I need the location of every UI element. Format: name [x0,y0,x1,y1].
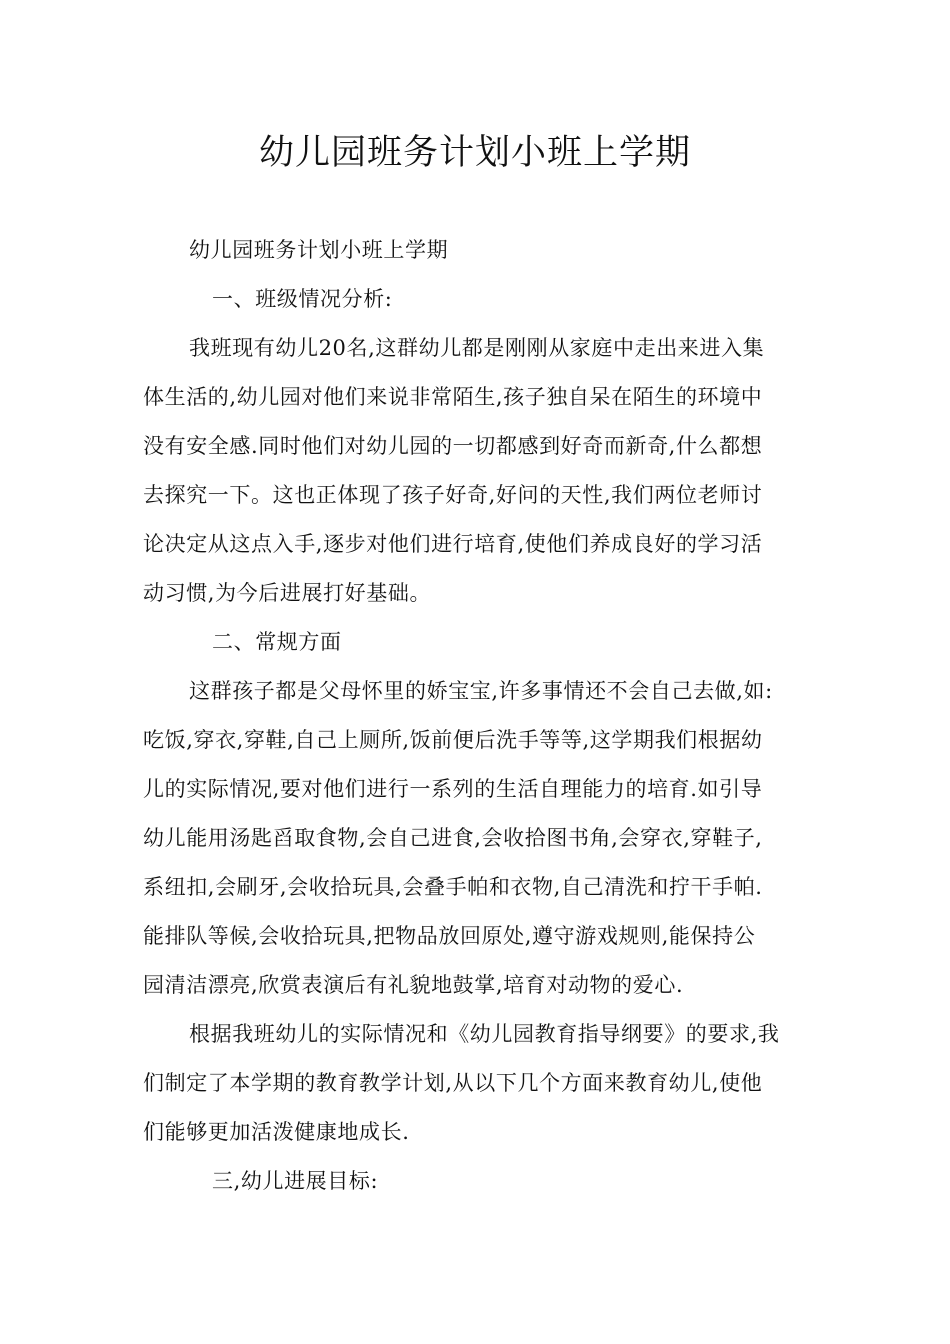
paragraph-line: 幼儿能用汤匙舀取食物,会自己进食,会收拾图书角,会穿衣,穿鞋子, [143,826,763,850]
paragraph-line: 没有安全感.同时他们对幼儿园的一切都感到好奇而新奇,什么都想 [143,434,763,458]
paragraph-line: 们制定了本学期的教育教学计划,从以下几个方面来教育幼儿,使他 [143,1071,763,1095]
paragraph-line: 这群孩子都是父母怀里的娇宝宝,许多事情还不会自己去做,如: [189,679,773,703]
paragraph-line: 吃饭,穿衣,穿鞋,自己上厕所,饭前便后洗手等等,这学期我们根据幼 [143,728,763,752]
paragraph-line: 去探究一下。这也正体现了孩子好奇,好问的天性,我们两位老师讨 [143,483,763,507]
subtitle-line: 幼儿园班务计划小班上学期 [189,238,449,262]
paragraph-line: 们能够更加活泼健康地成长. [143,1120,410,1144]
paragraph-line: 动习惯,为今后进展打好基础。 [143,581,432,605]
section-heading-3: 三,幼儿进展目标: [212,1169,379,1193]
paragraph-line: 能排队等候,会收拾玩具,把物品放回原处,遵守游戏规则,能保持公 [143,924,756,948]
section-heading-2: 二、常规方面 [212,630,342,654]
paragraph-line: 我班现有幼儿20名,这群幼儿都是刚刚从家庭中走出来进入集 [189,336,765,360]
paragraph-line: 园清洁漂亮,欣赏表演后有礼貌地鼓掌,培育对动物的爱心. [143,973,684,997]
paragraph-line: 体生活的,幼儿园对他们来说非常陌生,孩子独自呆在陌生的环境中 [143,385,763,409]
paragraph-line: 论决定从这点入手,逐步对他们进行培育,使他们养成良好的学习活 [143,532,763,556]
paragraph-line: 根据我班幼儿的实际情况和《幼儿园教育指导纲要》的要求,我 [189,1022,780,1046]
paragraph-line: 儿的实际情况,要对他们进行一系列的生活自理能力的培育.如引导 [143,777,763,801]
paragraph-line: 系纽扣,会刷牙,会收拾玩具,会叠手帕和衣物,自己清洗和拧干手帕. [143,875,763,899]
section-heading-1: 一、班级情况分析: [212,287,393,311]
document-body [143,226,807,1206]
document-title: 幼儿园班务计划小班上学期 [258,133,691,173]
